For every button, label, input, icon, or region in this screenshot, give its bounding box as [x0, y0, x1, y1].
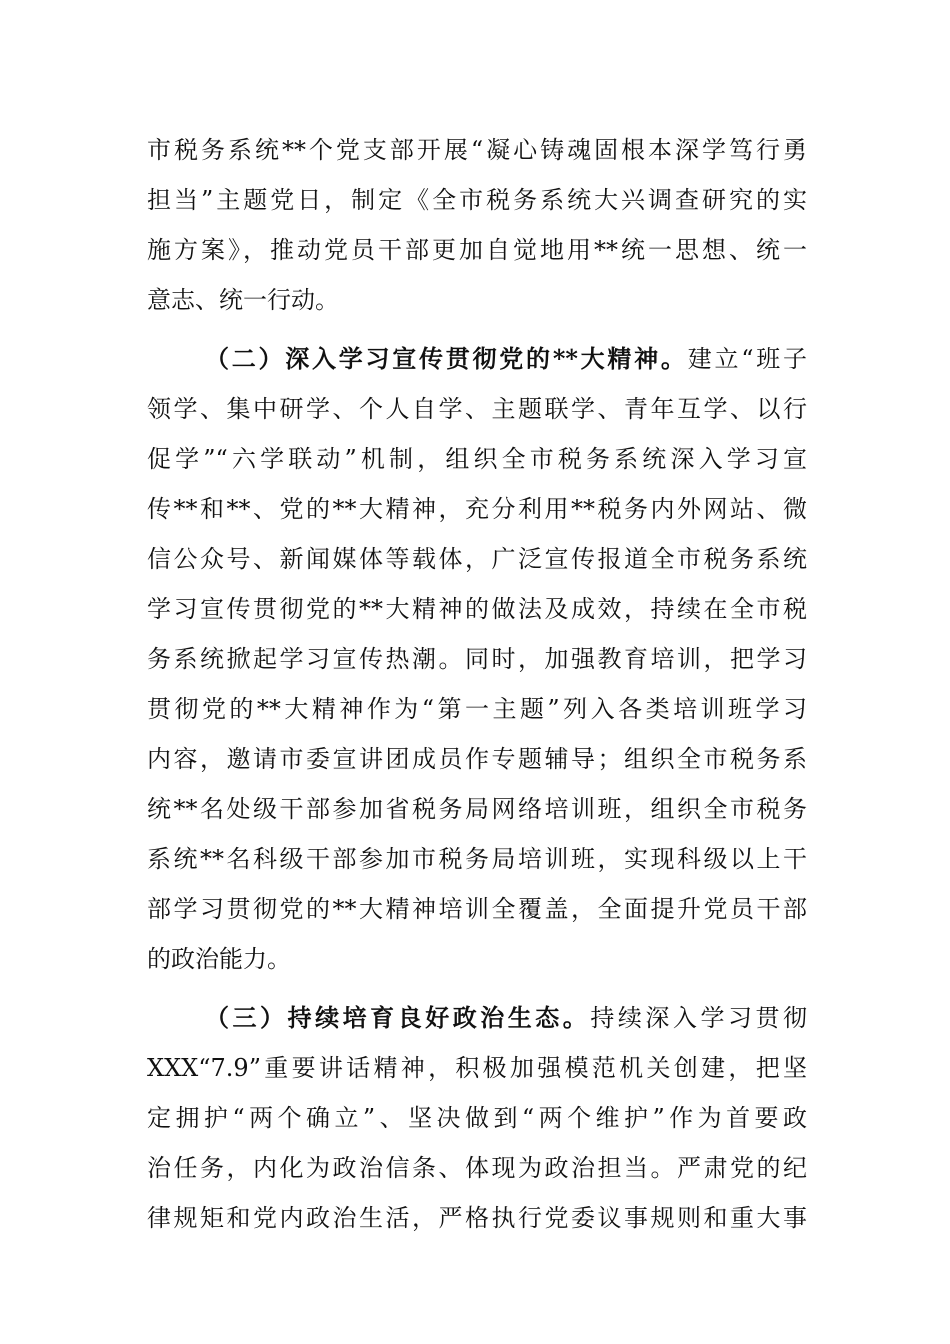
- text-line: XXX“7.9”重要讲话精神，积极加强模范机关创建，把坚: [147, 1054, 807, 1082]
- text-line: 统**名处级干部参加省税务局网络培训班，组织全市税务: [147, 795, 807, 823]
- text-line: 促学”“六学联动”机制，组织全市税务系统深入学习宣: [147, 445, 807, 473]
- text-line: 信公众号、新闻媒体等载体，广泛宣传报道全市税务系统: [147, 545, 807, 573]
- text-line: 系统**名科级干部参加市税务局培训班，实现科级以上干: [147, 845, 807, 873]
- text-line: 学习宣传贯彻党的**大精神的做法及成效，持续在全市税: [147, 595, 807, 623]
- text-line: 意志、统一行动。: [147, 286, 339, 314]
- text-line: 领学、集中研学、个人自学、主题联学、青年互学、以行: [147, 395, 807, 423]
- text-line: 贯彻党的**大精神作为“第一主题”列入各类培训班学习: [147, 695, 807, 723]
- section-heading: （二）深入学习宣传贯彻党的**大精神。: [205, 344, 688, 373]
- paragraph-text: 持续深入学习贯彻: [590, 1004, 808, 1032]
- text-line: 的政治能力。: [147, 945, 291, 973]
- text-line: 内容，邀请市委宣讲团成员作专题辅导；组织全市税务系: [147, 745, 807, 773]
- text-line: 务系统掀起学习宣传热潮。同时，加强教育培训，把学习: [147, 645, 807, 673]
- text-line: 部学习贯彻党的**大精神培训全覆盖，全面提升党员干部: [147, 895, 807, 923]
- text-line: 担当”主题党日，制定《全市税务系统大兴调查研究的实: [147, 186, 807, 214]
- text-line: 律规矩和党内政治生活，严格执行党委议事规则和重大事: [147, 1204, 807, 1232]
- text-line: 定拥护“两个确立”、坚决做到“两个维护”作为首要政: [147, 1104, 807, 1132]
- text-line: 施方案》，推动党员干部更加自觉地用**统一思想、统一: [147, 236, 807, 264]
- paragraph-text: 建立“班子: [687, 345, 807, 373]
- text-line: 治任务，内化为政治信条、体现为政治担当。严肃党的纪: [147, 1154, 807, 1182]
- section-heading: （三）持续培育良好政治生态。: [205, 1003, 591, 1032]
- text-line: 传**和**、党的**大精神，充分利用**税务内外网站、微: [147, 495, 807, 523]
- text-line: 市税务系统**个党支部开展“凝心铸魂固根本深学笃行勇: [147, 136, 807, 164]
- paragraph-first-line: [147, 334, 807, 384]
- paragraph-first-line: [147, 993, 807, 1043]
